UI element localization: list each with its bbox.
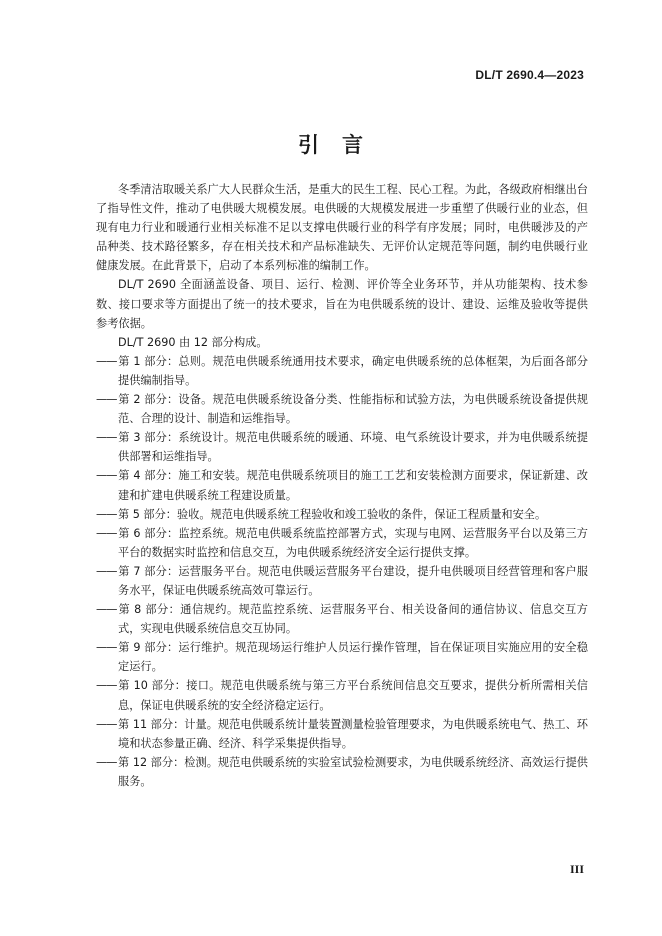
dash-marker: —— — [96, 679, 117, 693]
part-text: 第 10 部分：接口。规范电供暖系统与第三方平台系统间信息交互要求，提供分析所需相关信息，保证电供暖系统的安全经济稳定运行。 — [118, 679, 588, 712]
part-text: 第 12 部分：检测。规范电供暖系统的实验室试验检测要求，为电供暖系统经济、高效运行提供服务。 — [118, 755, 588, 788]
part-text: 第 11 部分：计量。规范电供暖系统计量装置测量检验管理要求，为电供暖系统电气、热工、环境和状态参量正确、经济、科学采集提供指导。 — [118, 717, 588, 750]
dash-marker: —— — [96, 393, 117, 407]
dash-marker: —— — [96, 603, 117, 617]
dash-marker: —— — [96, 354, 117, 368]
part-text: 第 8 部分：通信规约。规范监控系统、运营服务平台、相关设备间的通信协议、信息交互方式，实现电供暖系统信息交互协同。 — [118, 603, 588, 636]
intro-paragraph: 冬季清洁取暖关系广大人民群众生活，是重大的民生工程、民心工程。为此，各级政府相继出台了指导性文件，推动了电供暖大规模发展。电供暖的大规模发展进一步重塑了供暖行业的业态，但现有电力行业和暖通行业相关标准不足以支撑电供暖行业的科学有序发展；同时，电供暖涉及的产品种类、技术路径繁多，存在相关技术和产品标准缺失、无评价认定规范等问题，制约电供暖行业健康发展。在此背景下，启动了本系列标准的编制工作。 — [96, 183, 588, 273]
part-text: 第 7 部分：运营服务平台。规范电供暖运营服务平台建设，提升电供暖项目经营管理和客户服务水平，保证电供暖系统高效可靠运行。 — [118, 564, 588, 597]
dash-marker: —— — [96, 717, 117, 731]
dash-marker: —— — [96, 526, 117, 540]
list-item — [96, 505, 588, 524]
list-item — [96, 390, 588, 428]
part-text: 第 5 部分：验收。规范电供暖系统工程验收和竣工验收的条件，保证工程质量和安全。 — [118, 507, 547, 521]
dash-marker: —— — [96, 507, 117, 521]
list-item — [96, 753, 588, 791]
dash-marker: —— — [96, 755, 117, 769]
page-number: III — [569, 862, 584, 876]
list-item — [96, 562, 588, 600]
list-item — [96, 428, 588, 466]
part-text: 第 4 部分：施工和安装。规范电供暖系统项目的施工工艺和安装检测方面要求，保证新建、改建和扩建电供暖系统工程建设质量。 — [118, 469, 588, 502]
document-code: DL/T 2690.4—2023 — [475, 68, 584, 82]
structure-paragraph: DL/T 2690 由 12 部分构成。 — [118, 335, 268, 349]
dash-marker: —— — [96, 641, 117, 655]
dash-marker: —— — [96, 431, 117, 445]
list-item — [96, 676, 588, 714]
parts-list — [96, 352, 588, 791]
list-item — [96, 524, 588, 562]
list-item — [96, 638, 588, 676]
dash-marker: —— — [96, 469, 117, 483]
list-item — [96, 352, 588, 390]
body-content — [96, 180, 588, 791]
list-item — [96, 715, 588, 753]
part-text: 第 2 部分：设备。规范电供暖系统设备分类、性能指标和试验方法，为电供暖系统设备提供规范、合理的设计、制造和运维指导。 — [118, 393, 588, 426]
list-item — [96, 466, 588, 504]
part-text: 第 6 部分：监控系统。规范电供暖系统监控部署方式，实现与电网、运营服务平台以及第三方平台的数据实时监控和信息交互，为电供暖系统经济安全运行提供支撑。 — [118, 526, 588, 559]
part-text: 第 3 部分：系统设计。规范电供暖系统的暖通、环境、电气系统设计要求，并为电供暖系统提供部署和运维指导。 — [118, 431, 588, 464]
page-title: 引 言 — [298, 133, 364, 157]
dash-marker: —— — [96, 564, 117, 578]
list-item — [96, 600, 588, 638]
part-text: 第 9 部分：运行维护。规范现场运行维护人员运行操作管理，旨在保证项目实施应用的安全稳定运行。 — [118, 641, 588, 674]
part-text: 第 1 部分：总则。规范电供暖系统通用技术要求，确定电供暖系统的总体框架，为后面各部分提供编制指导。 — [118, 354, 588, 387]
scope-paragraph: DL/T 2690 全面涵盖设备、项目、运行、检测、评价等全业务环节，并从功能架构、技术参数、接口要求等方面提出了统一的技术要求，旨在为电供暖系统的设计、建设、运维及验收等提供参考依据。 — [96, 278, 588, 330]
